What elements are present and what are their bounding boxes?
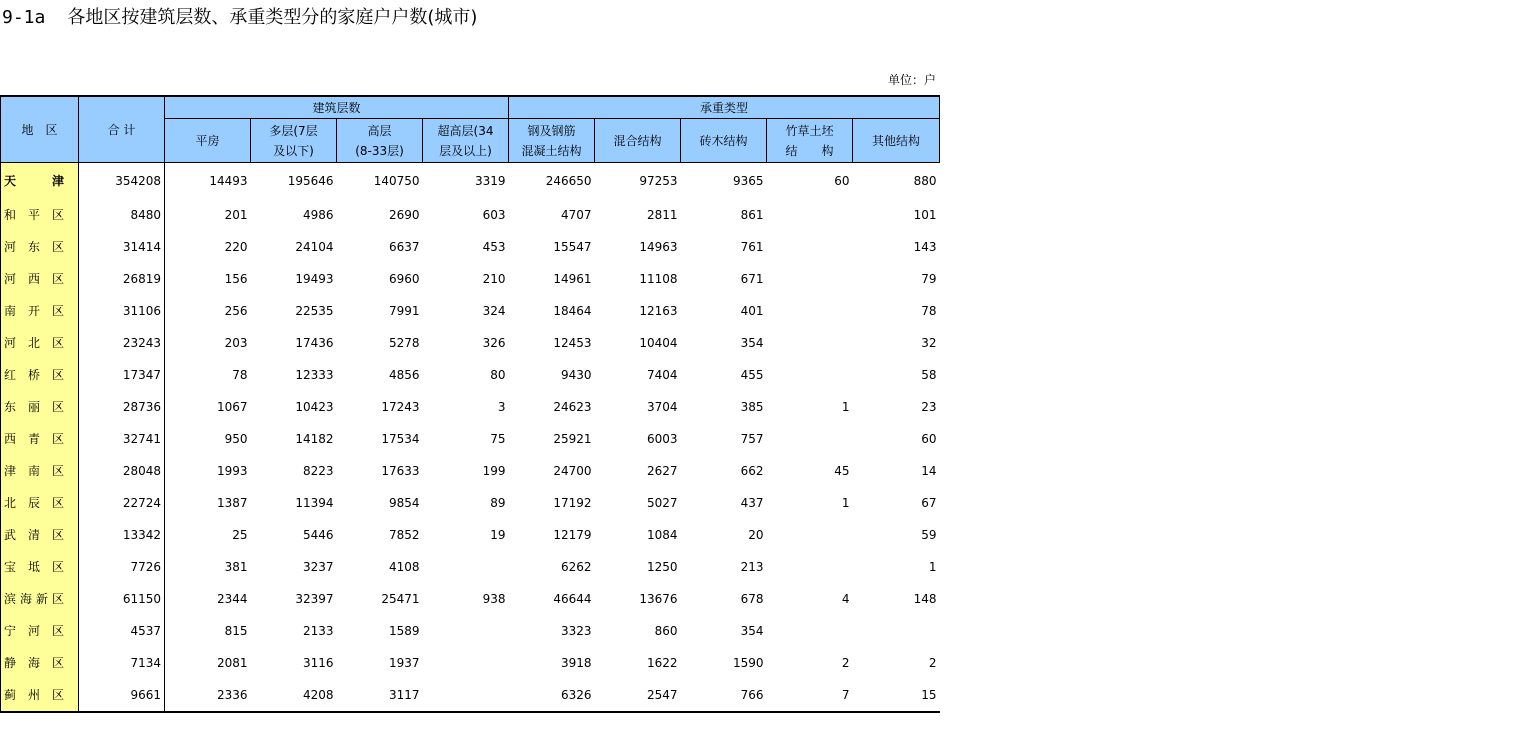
value-cell: 381 bbox=[224, 560, 248, 574]
value-cell: 3117 bbox=[337, 679, 423, 712]
region-name: 宁河区 bbox=[4, 624, 64, 638]
region-name: 河北区 bbox=[4, 336, 64, 350]
value-cell: 140750 bbox=[373, 174, 420, 188]
value-cell: 1 bbox=[928, 560, 937, 574]
value-cell: 14961 bbox=[553, 272, 592, 286]
value-cell: 12179 bbox=[553, 528, 592, 542]
value-cell bbox=[767, 359, 853, 391]
total-cell: 31414 bbox=[79, 231, 165, 263]
value-cell: 17534 bbox=[381, 432, 420, 446]
value-cell: 861 bbox=[740, 208, 764, 222]
value-cell: 2081 bbox=[216, 656, 248, 670]
value-cell: 3704 bbox=[646, 400, 678, 414]
value-cell: 25921 bbox=[553, 432, 592, 446]
value-cell: 10423 bbox=[295, 400, 334, 414]
value-cell: 1937 bbox=[388, 656, 420, 670]
value-cell: 1 bbox=[841, 400, 850, 414]
value-cell bbox=[423, 551, 509, 583]
value-cell: 7 bbox=[767, 679, 853, 712]
value-cell: 324 bbox=[482, 304, 506, 318]
value-cell: 60 bbox=[834, 174, 850, 188]
table-row bbox=[1, 391, 940, 423]
value-cell bbox=[767, 231, 853, 263]
value-cell: 7852 bbox=[388, 528, 420, 542]
value-cell bbox=[767, 263, 853, 295]
value-cell: 4707 bbox=[560, 208, 592, 222]
value-cell: 148 bbox=[913, 592, 937, 606]
value-cell: 75 bbox=[490, 432, 506, 446]
value-cell: 14182 bbox=[295, 432, 334, 446]
value-cell bbox=[767, 615, 853, 647]
value-cell: 10404 bbox=[639, 336, 678, 350]
value-cell: 156 bbox=[224, 272, 248, 286]
region-name: 静海区 bbox=[4, 656, 64, 670]
value-cell bbox=[423, 647, 509, 679]
region-cell bbox=[1, 455, 79, 487]
header-floors-4 bbox=[423, 119, 509, 163]
value-cell: 14963 bbox=[639, 240, 678, 254]
value-cell: 12163 bbox=[639, 304, 678, 318]
total-cell: 7134 bbox=[79, 647, 165, 679]
value-cell: 15 bbox=[853, 679, 940, 712]
header-structure-1 bbox=[509, 119, 595, 163]
table-row bbox=[1, 519, 940, 551]
value-cell: 2811 bbox=[646, 208, 678, 222]
value-cell: 2 bbox=[928, 656, 937, 670]
value-cell: 19493 bbox=[295, 272, 334, 286]
table-row bbox=[1, 231, 940, 263]
value-cell: 1084 bbox=[646, 528, 678, 542]
value-cell: 24623 bbox=[553, 400, 592, 414]
total-cell: 31106 bbox=[79, 295, 165, 327]
header-total: 合 计 bbox=[79, 96, 165, 163]
header-structure-4-line2: 结 构 bbox=[785, 143, 834, 158]
value-cell bbox=[767, 327, 853, 359]
value-cell: 1250 bbox=[646, 560, 678, 574]
value-cell: 210 bbox=[482, 272, 506, 286]
value-cell: 3918 bbox=[560, 656, 592, 670]
value-cell: 143 bbox=[913, 240, 937, 254]
table-row bbox=[1, 647, 940, 679]
region-cell bbox=[1, 327, 79, 359]
value-cell: 6637 bbox=[388, 240, 420, 254]
total-cell: 13342 bbox=[79, 519, 165, 551]
value-cell: 3 bbox=[497, 400, 506, 414]
header-structure-2 bbox=[595, 119, 681, 163]
value-cell: 5278 bbox=[388, 336, 420, 350]
value-cell: 9430 bbox=[560, 368, 592, 382]
table-row bbox=[1, 423, 940, 455]
value-cell: 938 bbox=[482, 592, 506, 606]
value-cell: 4986 bbox=[302, 208, 334, 222]
table-code: 9-1a bbox=[2, 7, 46, 28]
header-group-floors: 建筑层数 bbox=[165, 96, 509, 119]
value-cell: 1622 bbox=[646, 656, 678, 670]
value-cell: 195646 bbox=[287, 174, 334, 188]
value-cell: 6003 bbox=[646, 432, 678, 446]
value-cell: 950 bbox=[224, 432, 248, 446]
value-cell: 12453 bbox=[553, 336, 592, 350]
table-title: 各地区按建筑层数、承重类型分的家庭户户数(城市) bbox=[67, 7, 478, 28]
value-cell: 25471 bbox=[381, 592, 420, 606]
region-name: 和平区 bbox=[4, 208, 64, 222]
header-structure-3 bbox=[681, 119, 767, 163]
region-cell bbox=[1, 163, 79, 200]
value-cell: 2547 bbox=[595, 679, 681, 712]
table-row bbox=[1, 327, 940, 359]
value-cell: 15547 bbox=[553, 240, 592, 254]
header-floors-2-line1: 多层(7层 bbox=[269, 123, 318, 138]
table-row bbox=[1, 679, 940, 712]
region-cell bbox=[1, 423, 79, 455]
header-floors-1 bbox=[165, 119, 251, 163]
value-cell: 14 bbox=[921, 464, 937, 478]
value-cell bbox=[423, 615, 509, 647]
value-cell: 17192 bbox=[553, 496, 592, 510]
region-cell bbox=[1, 295, 79, 327]
value-cell: 58 bbox=[921, 368, 937, 382]
region-cell bbox=[1, 263, 79, 295]
region-cell bbox=[1, 359, 79, 391]
value-cell: 60 bbox=[921, 432, 937, 446]
value-cell: 45 bbox=[834, 464, 850, 478]
total-cell: 61150 bbox=[79, 583, 165, 615]
value-cell: 220 bbox=[224, 240, 248, 254]
value-cell bbox=[423, 679, 509, 712]
header-group-structure: 承重类型 bbox=[509, 96, 940, 119]
value-cell: 3237 bbox=[302, 560, 334, 574]
region-name: 滨海新区 bbox=[4, 592, 64, 606]
header-structure-3-line1: 砖木结构 bbox=[699, 133, 748, 148]
header-floors-3-line1: 高层 bbox=[367, 123, 392, 138]
page-title bbox=[2, 6, 477, 30]
value-cell: 17436 bbox=[295, 336, 334, 350]
value-cell: 46644 bbox=[553, 592, 592, 606]
header-floors-4-line1: 超高层(34 bbox=[437, 123, 494, 138]
value-cell: 1993 bbox=[216, 464, 248, 478]
value-cell: 860 bbox=[654, 624, 678, 638]
region-name: 东丽区 bbox=[4, 400, 64, 414]
value-cell: 32397 bbox=[295, 592, 334, 606]
header-structure-5-line1: 其他结构 bbox=[872, 133, 921, 148]
value-cell: 101 bbox=[913, 208, 937, 222]
region-name: 河东区 bbox=[4, 240, 64, 254]
value-cell: 203 bbox=[224, 336, 248, 350]
header-floors-3-line2: (8-33层) bbox=[355, 143, 404, 158]
value-cell: 326 bbox=[482, 336, 506, 350]
value-cell: 213 bbox=[740, 560, 764, 574]
region-name: 北辰区 bbox=[4, 496, 64, 510]
value-cell bbox=[767, 423, 853, 455]
value-cell: 201 bbox=[224, 208, 248, 222]
value-cell: 4856 bbox=[388, 368, 420, 382]
value-cell: 455 bbox=[740, 368, 764, 382]
value-cell: 59 bbox=[921, 528, 937, 542]
value-cell: 815 bbox=[224, 624, 248, 638]
value-cell: 2344 bbox=[216, 592, 248, 606]
total-cell: 28048 bbox=[79, 455, 165, 487]
header-structure-4-line1: 竹草土坯 bbox=[785, 123, 834, 138]
region-cell bbox=[1, 551, 79, 583]
header-structure-4 bbox=[767, 119, 853, 163]
header-region: 地 区 bbox=[1, 96, 79, 163]
value-cell: 8223 bbox=[302, 464, 334, 478]
table-row bbox=[1, 295, 940, 327]
value-cell: 25 bbox=[232, 528, 248, 542]
region-name: 西青区 bbox=[4, 432, 64, 446]
value-cell: 67 bbox=[921, 496, 937, 510]
value-cell: 19 bbox=[490, 528, 506, 542]
value-cell: 32 bbox=[921, 336, 937, 350]
total-cell: 4537 bbox=[79, 615, 165, 647]
region-name: 宝坻区 bbox=[4, 560, 64, 574]
header-structure-2-line1: 混合结构 bbox=[613, 133, 662, 148]
value-cell: 79 bbox=[921, 272, 937, 286]
value-cell: 766 bbox=[681, 679, 767, 712]
value-cell: 20 bbox=[748, 528, 764, 542]
value-cell bbox=[767, 551, 853, 583]
total-cell: 354208 bbox=[79, 163, 165, 200]
value-cell: 3116 bbox=[302, 656, 334, 670]
value-cell: 256 bbox=[224, 304, 248, 318]
table-row bbox=[1, 487, 940, 519]
value-cell: 437 bbox=[740, 496, 764, 510]
value-cell: 13676 bbox=[639, 592, 678, 606]
value-cell: 80 bbox=[490, 368, 506, 382]
value-cell: 18464 bbox=[553, 304, 592, 318]
value-cell: 24104 bbox=[295, 240, 334, 254]
total-cell: 7726 bbox=[79, 551, 165, 583]
value-cell: 4108 bbox=[388, 560, 420, 574]
region-cell bbox=[1, 199, 79, 231]
value-cell: 9365 bbox=[732, 174, 764, 188]
table-row bbox=[1, 263, 940, 295]
header-floors-2-line2: 及以下) bbox=[273, 143, 314, 158]
table-body bbox=[1, 163, 940, 713]
table-row bbox=[1, 359, 940, 391]
value-cell: 78 bbox=[921, 304, 937, 318]
value-cell: 6326 bbox=[509, 679, 595, 712]
value-cell: 1387 bbox=[216, 496, 248, 510]
header-floors-4-line2: 层及以上) bbox=[439, 143, 492, 158]
value-cell: 662 bbox=[740, 464, 764, 478]
unit-label: 单位：户 bbox=[887, 73, 936, 87]
table-row bbox=[1, 551, 940, 583]
value-cell: 757 bbox=[740, 432, 764, 446]
region-name: 武清区 bbox=[4, 528, 64, 542]
value-cell: 11108 bbox=[639, 272, 678, 286]
value-cell: 2336 bbox=[165, 679, 251, 712]
value-cell: 11394 bbox=[295, 496, 334, 510]
header-floors-3 bbox=[337, 119, 423, 163]
region-name: 南开区 bbox=[4, 304, 64, 318]
total-cell: 23243 bbox=[79, 327, 165, 359]
value-cell: 5446 bbox=[302, 528, 334, 542]
value-cell: 22535 bbox=[295, 304, 334, 318]
value-cell: 78 bbox=[232, 368, 248, 382]
region-cell bbox=[1, 647, 79, 679]
value-cell bbox=[767, 519, 853, 551]
region-name: 红桥区 bbox=[4, 368, 64, 382]
region-cell bbox=[1, 615, 79, 647]
value-cell: 7404 bbox=[646, 368, 678, 382]
header-structure-1-line2: 混凝土结构 bbox=[521, 143, 582, 158]
value-cell: 1590 bbox=[732, 656, 764, 670]
value-cell: 4 bbox=[841, 592, 850, 606]
value-cell: 17633 bbox=[381, 464, 420, 478]
value-cell: 2627 bbox=[646, 464, 678, 478]
value-cell: 880 bbox=[913, 174, 937, 188]
value-cell: 401 bbox=[740, 304, 764, 318]
value-cell: 24700 bbox=[553, 464, 592, 478]
value-cell: 17243 bbox=[381, 400, 420, 414]
value-cell: 2 bbox=[841, 656, 850, 670]
value-cell: 3319 bbox=[474, 174, 506, 188]
table-header bbox=[1, 96, 940, 163]
region-cell bbox=[1, 519, 79, 551]
region-name: 津南区 bbox=[4, 464, 64, 478]
total-cell: 17347 bbox=[79, 359, 165, 391]
region-cell bbox=[1, 679, 79, 712]
value-cell: 89 bbox=[490, 496, 506, 510]
value-cell: 199 bbox=[482, 464, 506, 478]
total-cell: 32741 bbox=[79, 423, 165, 455]
value-cell: 671 bbox=[740, 272, 764, 286]
value-cell: 1589 bbox=[388, 624, 420, 638]
value-cell: 6960 bbox=[388, 272, 420, 286]
value-cell: 9854 bbox=[388, 496, 420, 510]
region-cell bbox=[1, 487, 79, 519]
value-cell: 603 bbox=[482, 208, 506, 222]
value-cell bbox=[767, 199, 853, 231]
table-row bbox=[1, 455, 940, 487]
value-cell: 453 bbox=[482, 240, 506, 254]
value-cell: 14493 bbox=[209, 174, 248, 188]
total-cell: 22724 bbox=[79, 487, 165, 519]
value-cell: 246650 bbox=[545, 174, 592, 188]
value-cell: 761 bbox=[740, 240, 764, 254]
region-cell bbox=[1, 231, 79, 263]
table-row bbox=[1, 583, 940, 615]
total-cell: 9661 bbox=[79, 679, 165, 712]
region-cell bbox=[1, 391, 79, 423]
total-cell: 8480 bbox=[79, 199, 165, 231]
value-cell: 97253 bbox=[639, 174, 678, 188]
value-cell bbox=[767, 295, 853, 327]
value-cell: 4208 bbox=[251, 679, 337, 712]
header-structure-1-line1: 钢及钢筋 bbox=[527, 123, 576, 138]
value-cell: 12333 bbox=[295, 368, 334, 382]
value-cell bbox=[853, 615, 940, 647]
region-name: 天津 bbox=[4, 174, 64, 188]
total-cell: 26819 bbox=[79, 263, 165, 295]
table-row bbox=[1, 199, 940, 231]
table-row bbox=[1, 615, 940, 647]
value-cell: 354 bbox=[740, 336, 764, 350]
value-cell: 385 bbox=[740, 400, 764, 414]
total-cell: 28736 bbox=[79, 391, 165, 423]
value-cell: 1067 bbox=[216, 400, 248, 414]
header-floors-2 bbox=[251, 119, 337, 163]
household-table bbox=[0, 95, 940, 713]
value-cell: 6262 bbox=[560, 560, 592, 574]
header-structure-5 bbox=[853, 119, 940, 163]
value-cell: 23 bbox=[921, 400, 937, 414]
value-cell: 1 bbox=[841, 496, 850, 510]
value-cell: 7991 bbox=[388, 304, 420, 318]
value-cell: 2133 bbox=[302, 624, 334, 638]
value-cell: 2690 bbox=[388, 208, 420, 222]
region-name: 河西区 bbox=[4, 272, 64, 286]
value-cell: 5027 bbox=[646, 496, 678, 510]
region-name: 蓟州区 bbox=[4, 688, 64, 702]
value-cell: 3323 bbox=[560, 624, 592, 638]
value-cell: 354 bbox=[740, 624, 764, 638]
table-row bbox=[1, 163, 940, 200]
header-floors-1-line1: 平房 bbox=[195, 133, 220, 148]
region-cell bbox=[1, 583, 79, 615]
value-cell: 678 bbox=[740, 592, 764, 606]
